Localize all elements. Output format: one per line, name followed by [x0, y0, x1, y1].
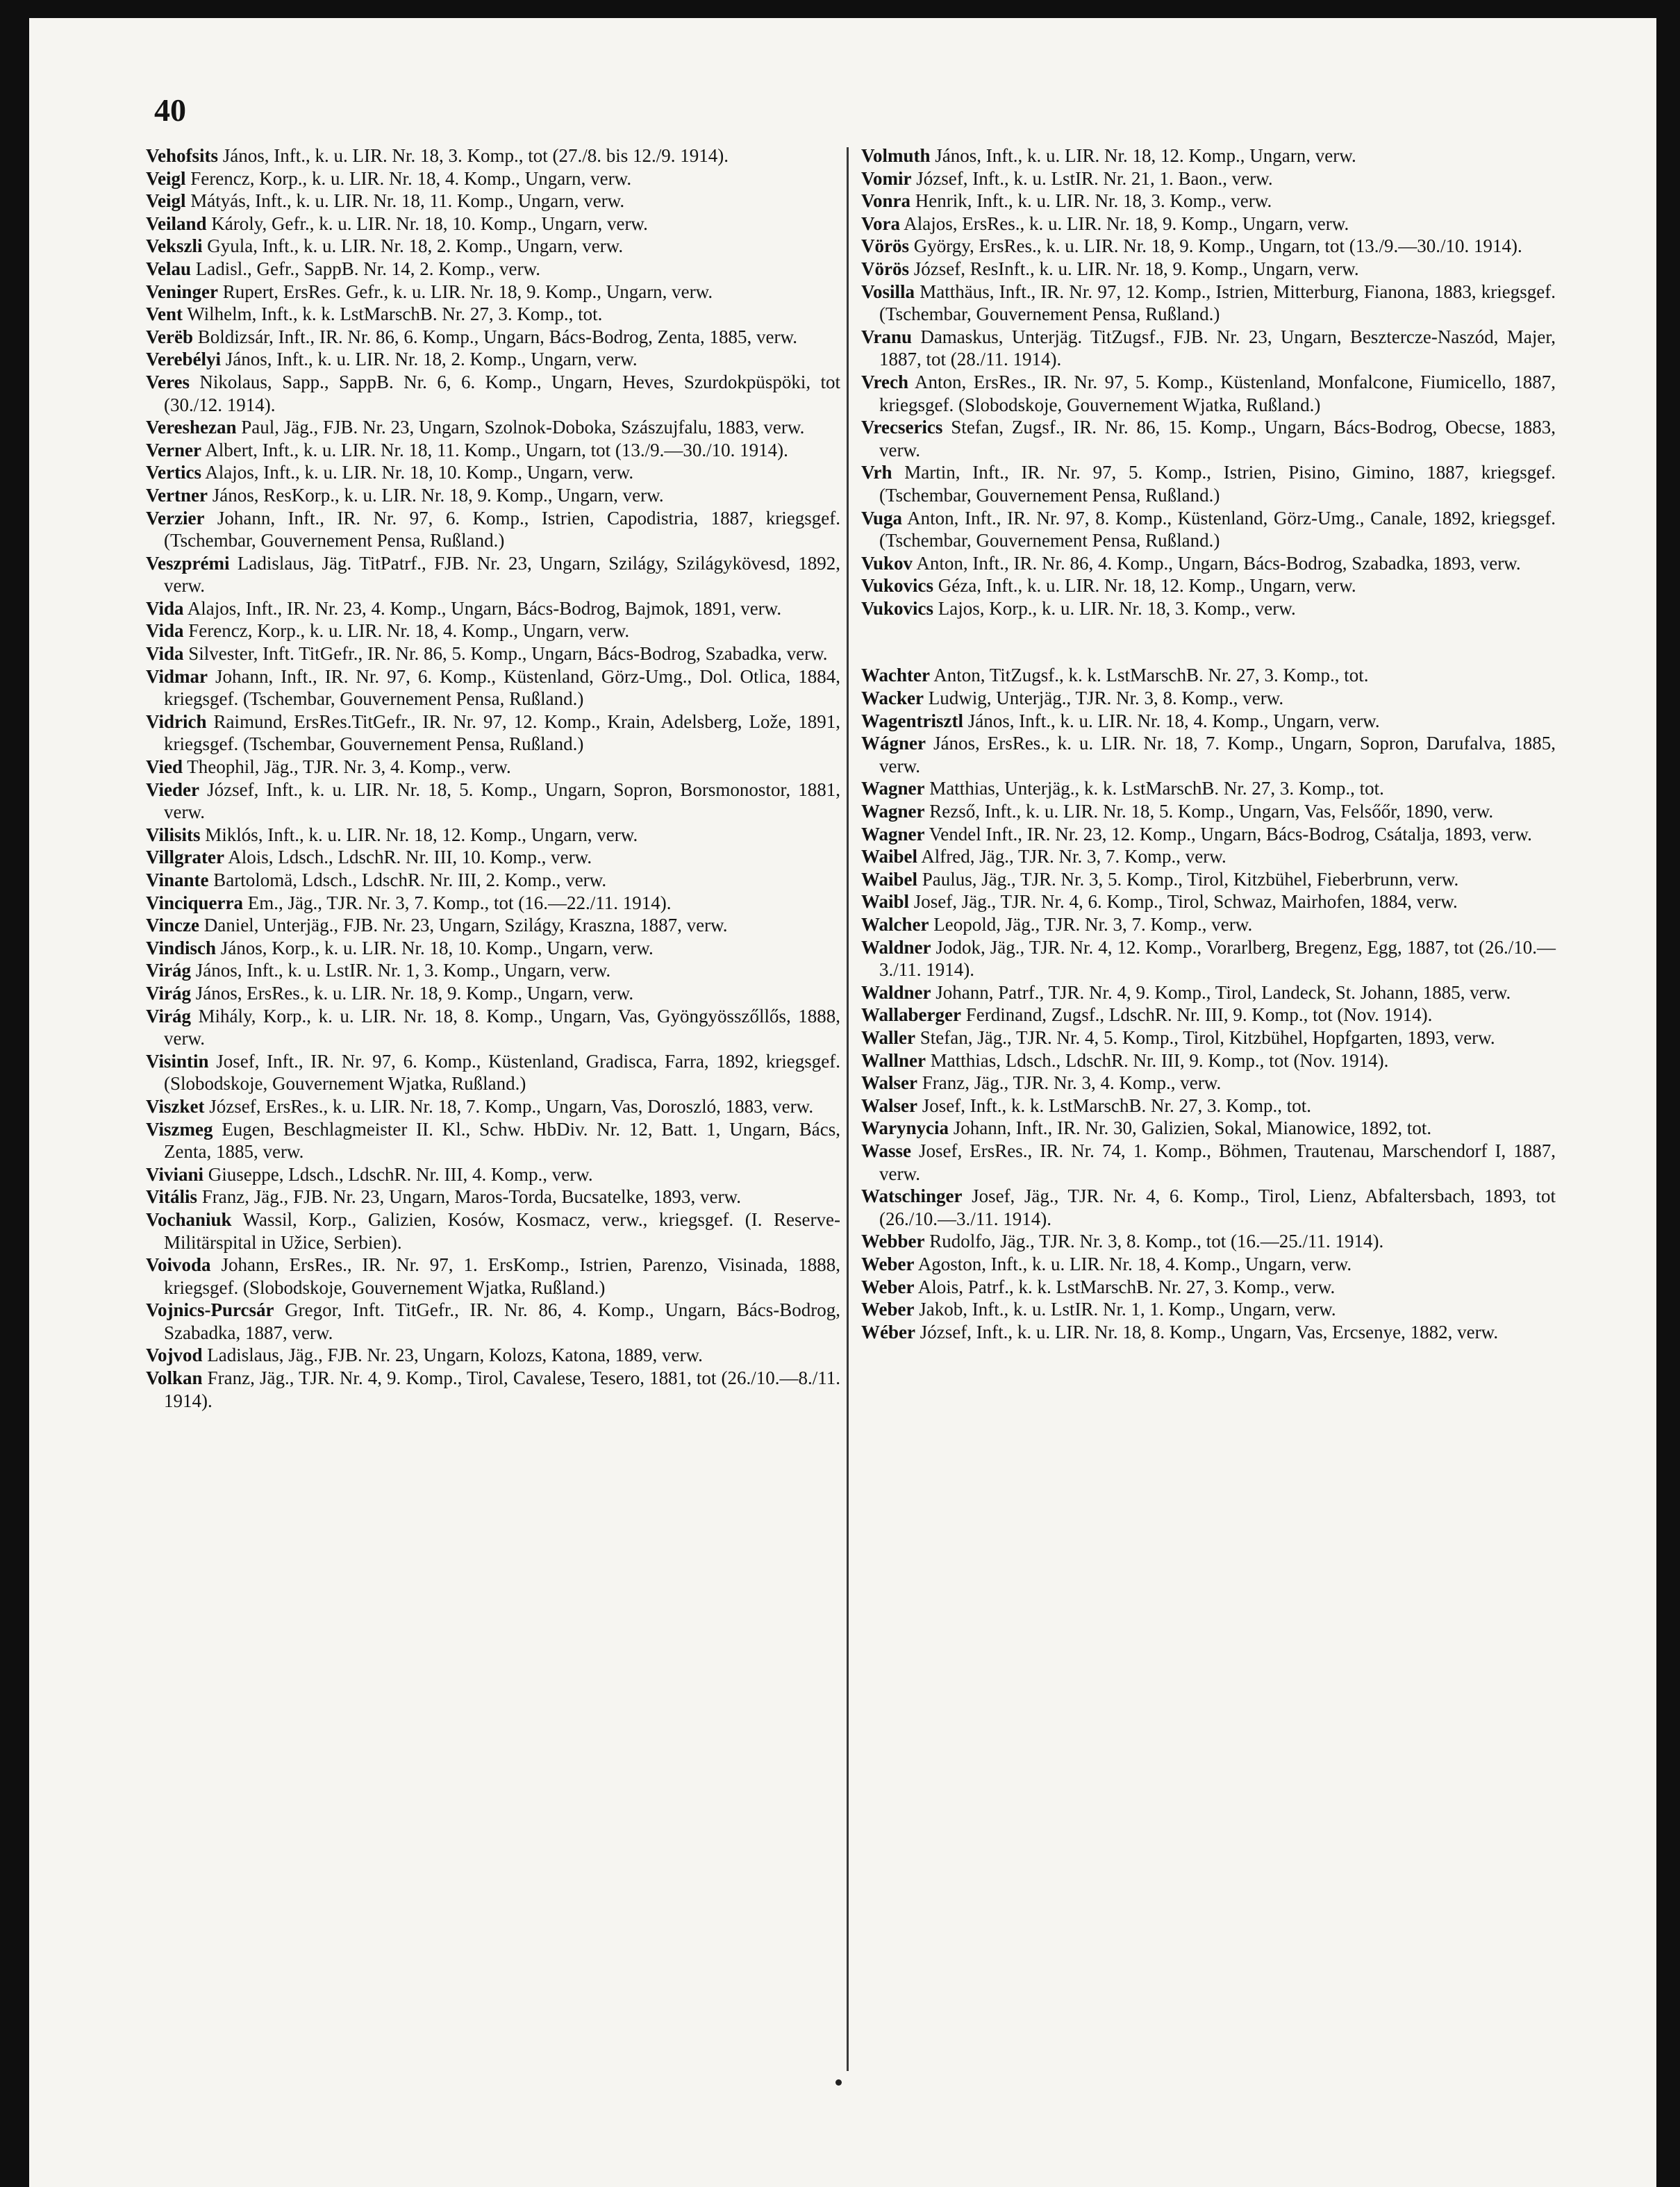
register-entry	[146, 824, 840, 847]
entry-surname: Viszmeg	[146, 1118, 213, 1140]
entry-details: Lajos, Korp., k. u. LIR. Nr. 18, 3. Komp., verw.	[933, 597, 1296, 619]
entry-details: János, Korp., k. u. LIR. Nr. 18, 10. Komp., Ungarn, verw.	[216, 937, 654, 958]
register-entry	[861, 1253, 1556, 1276]
register-entry	[861, 416, 1556, 461]
entry-surname: Vertics	[146, 462, 201, 483]
register-entry	[861, 868, 1556, 891]
register-entry	[861, 664, 1556, 687]
entry-details: Rezső, Inft., k. u. LIR. Nr. 18, 5. Komp., Ungarn, Vas, Felsőőr, 1890, verw.	[924, 801, 1494, 822]
entry-details: Giuseppe, Ldsch., LdschR. Nr. III, 4. Komp., verw.	[203, 1163, 593, 1185]
entry-details: György, ErsRes., k. u. LIR. Nr. 18, 9. Komp., Ungarn, tot (13./9.—30./10. 1914).	[909, 235, 1522, 257]
register-entry	[861, 732, 1556, 777]
scan-border-top	[0, 0, 1680, 18]
entry-surname: Vieder	[146, 779, 199, 800]
register-entry	[861, 144, 1556, 167]
entry-details: Johann, Inft., IR. Nr. 30, Galizien, Sokal, Mianowice, 1892, tot.	[949, 1117, 1432, 1139]
entry-surname: Vida	[146, 620, 184, 642]
entry-details: János, ErsRes., k. u. LIR. Nr. 18, 7. Komp., Ungarn, Sopron, Darufalva, 1885, verw.	[879, 733, 1556, 776]
entry-surname: Waibl	[861, 891, 910, 913]
entry-surname: Waibel	[861, 868, 918, 890]
entry-surname: Vinciquerra	[146, 892, 243, 913]
entry-details: János, Inft., k. u. LIR. Nr. 18, 2. Komp., Ungarn, verw.	[221, 349, 638, 370]
entry-details: Franz, Jäg., TJR. Nr. 3, 4. Komp., verw.	[917, 1072, 1222, 1094]
register-entry	[146, 1005, 840, 1050]
entry-surname: Veigl	[146, 190, 186, 212]
entry-surname: Vidrich	[146, 710, 207, 732]
entry-details: Bartolomä, Ldsch., LdschR. Nr. III, 2. Komp., verw.	[208, 870, 607, 890]
entry-details: Ladislaus, Jäg. TitPatrf., FJB. Nr. 23, Ungarn, Szilágy, Szilágykövesd, 1892, verw.	[164, 552, 840, 597]
register-entry	[146, 281, 840, 303]
register-entry	[861, 777, 1556, 800]
register-entry	[146, 1254, 840, 1299]
entry-surname: Villgrater	[146, 847, 224, 868]
entry-details: Rupert, ErsRes. Gefr., k. u. LIR. Nr. 18, 9. Komp., Ungarn, verw.	[218, 281, 713, 302]
register-entry	[861, 1140, 1556, 1185]
register-entry	[146, 190, 840, 213]
entry-surname: Virág	[146, 1005, 191, 1026]
entry-surname: Vranu	[861, 326, 913, 347]
entry-surname: Vindisch	[146, 937, 217, 958]
entry-details: Josef, Jäg., TJR. Nr. 4, 6. Komp., Tirol, Lienz, Abfaltersbach, 1893, tot (26./10.—3./11. 1914).	[879, 1186, 1556, 1229]
entry-details: Paulus, Jäg., TJR. Nr. 3, 5. Komp., Tirol, Kitzbühel, Fieberbrunn, verw.	[917, 868, 1459, 890]
entry-details: Alajos, Inft., IR. Nr. 23, 4. Komp., Ungarn, Bács-Bodrog, Bajmok, 1891, verw.	[183, 597, 782, 619]
register-entry	[861, 507, 1556, 552]
entry-surname: Viviani	[146, 1163, 204, 1185]
register-entry	[861, 461, 1556, 506]
register-entry	[861, 845, 1556, 868]
entry-surname: Walcher	[861, 914, 929, 935]
entry-details: Leopold, Jäg., TJR. Nr. 3, 7. Komp., verw.	[929, 914, 1253, 935]
register-entry	[146, 1050, 840, 1095]
entry-surname: Voivoda	[146, 1254, 211, 1276]
register-entry	[146, 619, 840, 642]
entry-surname: Vent	[146, 303, 183, 325]
entry-details: Ladisl., Gefr., SappB. Nr. 14, 2. Komp., verw.	[191, 258, 540, 279]
entry-surname: Verebélyi	[146, 349, 221, 370]
entry-details: József, ErsRes., k. u. LIR. Nr. 18, 7. Komp., Ungarn, Vas, Doroszló, 1883, verw.	[204, 1095, 814, 1117]
entry-details: Károly, Gefr., k. u. LIR. Nr. 18, 10. Komp., Ungarn, verw.	[206, 213, 648, 234]
section-gap	[861, 619, 1556, 664]
entry-surname: Veninger	[146, 281, 219, 302]
register-entry	[146, 914, 840, 937]
entry-surname: Vilisits	[146, 824, 201, 845]
entry-surname: Walser	[861, 1095, 917, 1116]
register-entry	[146, 779, 840, 824]
entry-surname: Wallner	[861, 1049, 926, 1071]
register-entry	[861, 258, 1556, 281]
entry-details: József, ResInft., k. u. LIR. Nr. 18, 9. Komp., Ungarn, verw.	[909, 258, 1359, 279]
entry-surname: Vincze	[146, 915, 199, 936]
entry-surname: Vinante	[146, 870, 209, 890]
entry-details: József, Inft., k. u. LIR. Nr. 18, 5. Komp., Ungarn, Sopron, Borsmonostor, 1881, verw.	[164, 779, 840, 823]
entry-details: Rudolfo, Jäg., TJR. Nr. 3, 8. Komp., tot (16.—25./11. 1914).	[924, 1231, 1384, 1252]
register-entry	[146, 1118, 840, 1163]
entry-details: Vendel Inft., IR. Nr. 23, 12. Komp., Ungarn, Bács-Bodrog, Csátalja, 1893, verw.	[924, 823, 1532, 845]
entry-details: Miklós, Inft., k. u. LIR. Nr. 18, 12. Komp., Ungarn, verw.	[200, 824, 638, 845]
entry-details: Jakob, Inft., k. u. LstIR. Nr. 1, 1. Komp., Ungarn, verw.	[914, 1299, 1336, 1320]
entry-surname: Wasse	[861, 1140, 912, 1161]
entry-surname: Vukov	[861, 552, 913, 574]
entry-surname: Vrh	[861, 462, 892, 483]
entry-details: Albert, Inft., k. u. LIR. Nr. 18, 11. Komp., Ungarn, tot (13./9.—30./10. 1914).	[201, 439, 788, 460]
entry-surname: Vitális	[146, 1186, 197, 1208]
register-entry	[146, 258, 840, 281]
entry-details: Matthäus, Inft., IR. Nr. 97, 12. Komp., Istrien, Mitterburg, Fianona, 1883, kriegsgef. (Tschembar, Gouvernement Pensa, Rußland.)	[879, 281, 1556, 325]
entry-details: Jodok, Jäg., TJR. Nr. 4, 12. Komp., Vorarlberg, Bregenz, Egg, 1887, tot (26./10.—3./11. 1914).	[879, 936, 1556, 981]
entry-surname: Velau	[146, 258, 192, 279]
entry-surname: Vochaniuk	[146, 1208, 232, 1230]
entry-surname: Vrech	[861, 371, 908, 392]
entry-details: Anton, TitZugsf., k. k. LstMarschB. Nr. 27, 3. Komp., tot.	[929, 665, 1369, 686]
entry-surname: Walser	[861, 1072, 917, 1094]
entry-surname: Vonra	[861, 190, 911, 212]
register-entry	[146, 892, 840, 915]
register-entry	[146, 235, 840, 258]
register-entry	[146, 1186, 840, 1208]
register-entry	[146, 461, 840, 484]
register-entry	[861, 326, 1556, 371]
entry-surname: Wachter	[861, 665, 930, 686]
entry-surname: Wagentrisztl	[861, 710, 963, 731]
register-entry	[146, 642, 840, 665]
entry-details: Damaskus, Unterjäg. TitZugsf., FJB. Nr. 23, Ungarn, Besztercze-Naszód, Majer, 1887, tot (28./11. 1914).	[879, 326, 1556, 370]
register-entry	[146, 144, 840, 167]
entry-details: Johann, Inft., IR. Nr. 97, 6. Komp., Küstenland, Görz-Umg., Dol. Otlica, 1884, kriegsgef. (Tschembar, Gouvernement Pensa, Rußland.)	[164, 665, 840, 710]
register-entry	[861, 1004, 1556, 1026]
entry-surname: Vertner	[146, 484, 208, 506]
entry-details: Wilhelm, Inft., k. k. LstMarschB. Nr. 27, 3. Komp., tot.	[183, 303, 603, 325]
register-entry	[146, 552, 840, 597]
entry-surname: Wagner	[861, 801, 925, 822]
register-entry	[146, 484, 840, 507]
register-entry	[146, 1163, 840, 1186]
entry-details: Josef, Jäg., TJR. Nr. 4, 6. Komp., Tirol, Schwaz, Mairhofen, 1884, verw.	[909, 891, 1458, 913]
entry-surname: Veszprémi	[146, 552, 230, 574]
entry-details: János, Inft., k. u. LIR. Nr. 18, 3. Komp., tot (27./8. bis 12./9. 1914).	[218, 145, 729, 166]
entry-details: Ludwig, Unterjäg., TJR. Nr. 3, 8. Komp., verw.	[923, 688, 1284, 709]
register-entry	[861, 981, 1556, 1004]
register-entry	[861, 371, 1556, 416]
entry-surname: Volkan	[146, 1367, 203, 1389]
v-entries	[861, 144, 1556, 619]
register-entry	[146, 348, 840, 371]
scan-border-right	[1656, 0, 1680, 2187]
entry-details: Josef, Inft., k. k. LstMarschB. Nr. 27, 3. Komp., tot.	[917, 1095, 1311, 1116]
entry-surname: Waller	[861, 1026, 915, 1048]
entry-details: Alfred, Jäg., TJR. Nr. 3, 7. Komp., verw.	[917, 846, 1226, 867]
entry-surname: Viszket	[146, 1095, 205, 1117]
register-entry	[861, 574, 1556, 597]
entry-surname: Vida	[146, 597, 184, 619]
register-entry	[861, 1185, 1556, 1230]
register-entry	[146, 959, 840, 982]
entry-details: Stefan, Jäg., TJR. Nr. 4, 5. Komp., Tirol, Kitzbühel, Hopfgarten, 1893, verw.	[915, 1026, 1495, 1048]
register-entry	[146, 416, 840, 439]
entry-details: József, Inft., k. u. LIR. Nr. 18, 8. Komp., Ungarn, Vas, Ercsenye, 1882, verw.	[915, 1321, 1499, 1342]
entry-surname: Wagner	[861, 778, 925, 799]
entry-details: Matthias, Unterjäg., k. k. LstMarschB. Nr. 27, 3. Komp., tot.	[924, 778, 1384, 799]
entry-details: Alajos, Inft., k. u. LIR. Nr. 18, 10. Komp., Ungarn, verw.	[201, 462, 634, 483]
entry-details: Boldizsár, Inft., IR. Nr. 86, 6. Komp., Ungarn, Bács-Bodrog, Zenta, 1885, verw.	[193, 326, 798, 347]
entry-surname: Veiland	[146, 213, 207, 234]
w-entries	[861, 664, 1556, 1343]
register-entry	[861, 281, 1556, 326]
entry-details: János, ResKorp., k. u. LIR. Nr. 18, 9. Komp., Ungarn, verw.	[207, 484, 664, 506]
entry-details: Paul, Jäg., FJB. Nr. 23, Ungarn, Szolnok-Doboka, Szászujfalu, 1883, verw.	[236, 417, 805, 438]
register-entry	[861, 167, 1556, 190]
register-entry	[861, 1049, 1556, 1072]
entry-surname: Vekszli	[146, 235, 203, 257]
entry-surname: Veigl	[146, 167, 186, 189]
entry-surname: Vuga	[861, 507, 903, 529]
column-divider	[847, 147, 849, 2071]
register-entry	[146, 1208, 840, 1254]
entry-details: János, Inft., k. u. LIR. Nr. 18, 12. Komp., Ungarn, verw.	[930, 145, 1356, 166]
entry-details: Agoston, Inft., k. u. LIR. Nr. 18, 4. Komp., Ungarn, verw.	[914, 1253, 1352, 1274]
register-entry	[861, 1072, 1556, 1095]
left-column	[146, 144, 840, 1412]
entry-details: Anton, Inft., IR. Nr. 97, 8. Komp., Küstenland, Görz-Umg., Canale, 1892, kriegsgef. (Tschembar, Gouvernement Pensa, Rußland.)	[879, 507, 1556, 551]
register-entry	[146, 756, 840, 779]
entry-surname: Vojvod	[146, 1345, 203, 1366]
entry-surname: Veres	[146, 371, 190, 392]
entry-surname: Vrecserics	[861, 417, 943, 438]
entry-surname: Waibel	[861, 846, 918, 867]
entry-details: Wassil, Korp., Galizien, Kosów, Kosmacz, verw., kriegsgef. (I. Reserve-Militärspital in Užice, Serbien).	[164, 1208, 840, 1253]
register-entry	[861, 710, 1556, 733]
entry-surname: Wéber	[861, 1321, 915, 1342]
entry-details: Raimund, ErsRes.TitGefr., IR. Nr. 97, 12. Komp., Krain, Adelsberg, Lože, 1891, kriegsgef. (Tschembar, Gouvernement Pensa, Rußland.)	[164, 710, 840, 755]
entry-details: Géza, Inft., k. u. LIR. Nr. 18, 12. Komp., Ungarn, verw.	[933, 575, 1356, 597]
register-entry	[861, 597, 1556, 620]
entry-details: János, Inft., k. u. LIR. Nr. 18, 4. Komp., Ungarn, verw.	[963, 710, 1380, 731]
register-entry	[861, 1321, 1556, 1344]
entry-details: Josef, Inft., IR. Nr. 97, 6. Komp., Küstenland, Gradisca, Farra, 1892, kriegsgef. (Slobodskoje, Gouvernement Wjatka, Rußland.)	[164, 1050, 840, 1095]
entry-details: Franz, Jäg., FJB. Nr. 23, Ungarn, Maros-Torda, Bucsatelke, 1893, verw.	[197, 1186, 741, 1208]
entry-details: Martin, Inft., IR. Nr. 97, 5. Komp., Istrien, Pisino, Gimino, 1887, kriegsgef. (Tschembar, Gouvernement Pensa, Rußland.)	[879, 462, 1556, 506]
register-entry	[146, 326, 840, 349]
entry-details: Josef, ErsRes., IR. Nr. 74, 1. Komp., Böhmen, Trautenau, Marschendorf I, 1887, verw.	[879, 1140, 1556, 1184]
register-entry	[146, 371, 840, 416]
entry-surname: Wágner	[861, 733, 926, 754]
entry-details: Stefan, Zugsf., IR. Nr. 86, 15. Komp., Ungarn, Bács-Bodrog, Obecse, 1883, verw.	[879, 417, 1556, 460]
register-entry	[861, 913, 1556, 936]
entry-surname: Weber	[861, 1299, 915, 1320]
entry-surname: Weber	[861, 1253, 915, 1274]
entry-details: Ferdinand, Zugsf., LdschR. Nr. III, 9. Komp., tot (Nov. 1914).	[960, 1004, 1433, 1026]
scan-border-left	[0, 0, 29, 2187]
register-entry	[146, 167, 840, 190]
register-entry	[146, 665, 840, 710]
register-entry	[861, 1298, 1556, 1321]
entry-surname: Vidmar	[146, 665, 208, 687]
entry-surname: Weber	[861, 1276, 915, 1297]
entry-surname: Vida	[146, 643, 184, 665]
entry-surname: Vosilla	[861, 281, 915, 302]
register-entry	[146, 213, 840, 235]
entry-surname: Vehofsits	[146, 145, 219, 166]
register-entry	[861, 1276, 1556, 1299]
entry-details: Johann, Patrf., TJR. Nr. 4, 9. Komp., Tirol, Landeck, St. Johann, 1885, verw.	[931, 981, 1511, 1003]
register-entry	[146, 1367, 840, 1412]
entry-details: János, Inft., k. u. LstIR. Nr. 1, 3. Komp., Ungarn, verw.	[190, 960, 611, 981]
entry-details: Johann, Inft., IR. Nr. 97, 6. Komp., Istrien, Capodistria, 1887, kriegsgef. (Tschembar, Gouvernement Pensa, Rußland.)	[164, 507, 840, 551]
register-entry	[861, 213, 1556, 235]
entry-surname: Waldner	[861, 981, 931, 1003]
entry-surname: Verzier	[146, 507, 205, 529]
register-entry	[146, 846, 840, 869]
entry-surname: Webber	[861, 1231, 925, 1252]
entry-details: Ferencz, Korp., k. u. LIR. Nr. 18, 4. Komp., Ungarn, verw.	[185, 167, 632, 189]
entry-surname: Vörös	[861, 258, 909, 279]
entry-surname: Vora	[861, 213, 901, 234]
page-number: 40	[154, 92, 186, 128]
entry-details: Henrik, Inft., k. u. LIR. Nr. 18, 3. Komp., verw.	[910, 190, 1272, 212]
entry-details: Anton, ErsRes., IR. Nr. 97, 5. Komp., Küstenland, Monfalcone, Fiumicello, 1887, kriegsgef. (Slobodskoje, Gouvernement Wjatka, Rußland.)	[879, 371, 1556, 415]
entry-surname: Virág	[146, 982, 191, 1004]
register-entry	[146, 1344, 840, 1367]
register-entry	[861, 235, 1556, 258]
entry-details: Anton, Inft., IR. Nr. 86, 4. Komp., Ungarn, Bács-Bodrog, Szabadka, 1893, verw.	[913, 552, 1521, 574]
entry-surname: Wallaberger	[861, 1004, 961, 1026]
entry-details: Alajos, ErsRes., k. u. LIR. Nr. 18, 9. Komp., Ungarn, verw.	[900, 213, 1349, 234]
register-entry	[146, 982, 840, 1005]
entry-surname: Volmuth	[861, 145, 931, 166]
register-entry	[861, 1026, 1556, 1049]
right-column	[861, 144, 1556, 1343]
register-entry	[861, 890, 1556, 913]
register-entry	[861, 552, 1556, 575]
entry-surname: Visintin	[146, 1050, 209, 1072]
register-entry	[146, 303, 840, 326]
entry-details: Gyula, Inft., k. u. LIR. Nr. 18, 2. Komp., Ungarn, verw.	[202, 235, 624, 257]
entry-details: Daniel, Unterjäg., FJB. Nr. 23, Ungarn, Szilágy, Kraszna, 1887, verw.	[199, 915, 728, 936]
entry-surname: Wacker	[861, 688, 924, 709]
entry-details: János, ErsRes., k. u. LIR. Nr. 18, 9. Komp., Ungarn, verw.	[190, 982, 634, 1004]
entry-surname: Watschinger	[861, 1186, 963, 1207]
entry-surname: Vukovics	[861, 597, 934, 619]
register-entry	[146, 507, 840, 552]
entry-details: Nikolaus, Sapp., SappB. Nr. 6, 6. Komp., Ungarn, Heves, Szurdokpüspöki, tot (30./12. 1914).	[164, 371, 840, 415]
entry-surname: Waldner	[861, 936, 931, 958]
register-entry	[146, 1299, 840, 1344]
entry-surname: Warynycia	[861, 1117, 949, 1139]
entry-details: Silvester, Inft. TitGefr., IR. Nr. 86, 5. Komp., Ungarn, Bács-Bodrog, Szabadka, verw.	[183, 643, 828, 665]
register-entry	[146, 937, 840, 960]
register-entry	[146, 1095, 840, 1118]
entry-details: Ferencz, Korp., k. u. LIR. Nr. 18, 4. Komp., Ungarn, verw.	[183, 620, 630, 642]
entry-surname: Virág	[146, 960, 191, 981]
register-entry	[861, 687, 1556, 710]
entry-surname: Wagner	[861, 823, 925, 845]
entry-details: Em., Jäg., TJR. Nr. 3, 7. Komp., tot (16.—22./11. 1914).	[242, 892, 672, 913]
register-entry	[861, 823, 1556, 846]
register-entry	[146, 439, 840, 462]
entry-details: Alois, Patrf., k. k. LstMarschB. Nr. 27, 3. Komp., verw.	[914, 1276, 1336, 1297]
entry-surname: Verner	[146, 439, 201, 460]
entry-details: Mátyás, Inft., k. u. LIR. Nr. 18, 11. Komp., Ungarn, verw.	[185, 190, 625, 212]
register-entry	[861, 1095, 1556, 1117]
entry-details: Theophil, Jäg., TJR. Nr. 3, 4. Komp., verw.	[183, 756, 511, 778]
entry-details: Alois, Ldsch., LdschR. Nr. III, 10. Komp., verw.	[224, 847, 592, 868]
entry-details: Matthias, Ldsch., LdschR. Nr. III, 9. Komp., tot (Nov. 1914).	[926, 1049, 1389, 1071]
register-entry	[861, 936, 1556, 981]
entry-details: József, Inft., k. u. LstIR. Nr. 21, 1. Baon., verw.	[911, 167, 1273, 189]
register-entry	[861, 190, 1556, 213]
entry-details: Franz, Jäg., TJR. Nr. 4, 9. Komp., Tirol, Cavalese, Tesero, 1881, tot (26./10.—8./11. 1914).	[164, 1367, 840, 1411]
register-entry	[146, 710, 840, 756]
register-entry	[861, 800, 1556, 823]
entry-surname: Vereshezan	[146, 417, 237, 438]
entry-details: Eugen, Beschlagmeister II. Kl., Schw. HbDiv. Nr. 12, Batt. 1, Ungarn, Bács, Zenta, 1885, verw.	[164, 1118, 840, 1163]
entry-surname: Vörös	[861, 235, 909, 257]
entry-details: Ladislaus, Jäg., FJB. Nr. 23, Ungarn, Kolozs, Katona, 1889, verw.	[202, 1345, 703, 1366]
ink-dot	[835, 2079, 842, 2086]
entry-surname: Verëb	[146, 326, 193, 347]
entry-surname: Vomir	[861, 167, 912, 189]
register-entry	[861, 1230, 1556, 1253]
register-entry	[861, 1117, 1556, 1140]
entry-surname: Vied	[146, 756, 183, 778]
register-entry	[146, 869, 840, 892]
entry-surname: Vojnics-Purcsár	[146, 1299, 274, 1321]
entry-details: Gregor, Inft. TitGefr., IR. Nr. 86, 4. Komp., Ungarn, Bács-Bodrog, Szabadka, 1887, verw.	[164, 1299, 840, 1343]
register-entry	[146, 597, 840, 620]
entry-details: Mihály, Korp., k. u. LIR. Nr. 18, 8. Komp., Ungarn, Vas, Gyöngyösszőllős, 1888, verw.	[164, 1005, 840, 1049]
entry-details: Johann, ErsRes., IR. Nr. 97, 1. ErsKomp., Istrien, Parenzo, Visinada, 1888, kriegsgef. (Slobodskoje, Gouvernement Wjatka, Rußland.)	[164, 1254, 840, 1298]
entry-surname: Vukovics	[861, 575, 934, 597]
